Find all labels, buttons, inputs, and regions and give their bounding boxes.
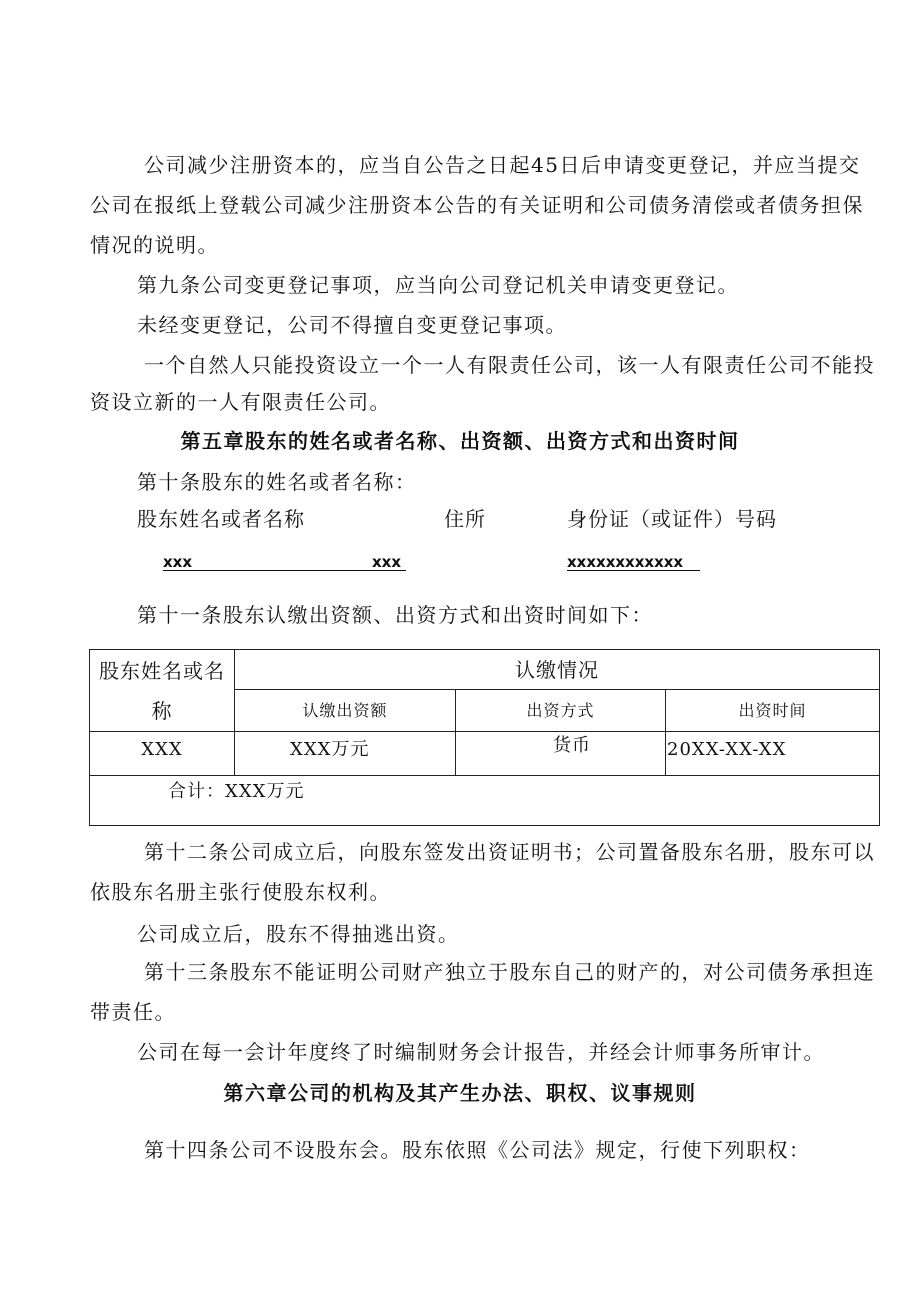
table-total: 合计：XXX万元 [90,776,880,826]
underline [163,570,406,571]
paragraph-line: 依股东名册主张行使股东权利。 [90,880,391,904]
chapter-heading: 第六章公司的机构及其产生办法、职权、议事规则 [223,1081,697,1105]
table-cell-time: 20XX-XX-XX [666,732,880,776]
table-header-shareholder-line2: 称 [151,698,173,723]
paragraph-line: 未经变更登记，公司不得擅自变更登记事项。 [137,313,567,337]
paragraph-line: 一个自然人只能投资设立一个一人有限责任公司，该一人有限责任公司不能投 [144,353,875,377]
chapter-heading: 第五章股东的姓名或者名称、出资额、出资方式和出资时间 [180,429,740,453]
table-header-method: 出资方式 [456,690,666,732]
paragraph-line: 公司成立后，股东不得抽逃出资。 [137,922,460,946]
paragraph-line: 公司在报纸上登载公司减少注册资本公告的有关证明和公司债务清偿或者债务担保 [90,193,864,217]
article-10: 第十条股东的姓名或者名称： [137,470,417,494]
table-row [90,732,880,776]
paragraph-line: 带责任。 [90,1000,176,1024]
underline [567,570,700,571]
table-cell-amount: XXX万元 [235,732,456,776]
contribution-table [89,649,880,826]
table-cell-method: 货币 [456,732,666,776]
shareholder-id-value: xxxxxxxxxxxx [567,553,684,571]
article-11: 第十一条股东认缴出资额、出资方式和出资时间如下： [137,603,653,627]
table-header-time: 出资时间 [666,690,880,732]
shareholder-address-value: xxx [372,553,402,571]
shareholder-id-header: 身份证（或证件）号码 [567,507,777,531]
table-header-amount: 认缴出资额 [235,690,456,732]
article-14: 第十四条公司不设股东会。股东依照《公司法》规定，行使下列职权： [144,1138,811,1162]
paragraph-line: 第十三条股东不能证明公司财产独立于股东自己的财产的，对公司债务承担连 [144,960,875,984]
table-header-shareholder [90,650,235,732]
shareholder-name-header: 股东姓名或者名称 [137,507,305,531]
paragraph-line: 第九条公司变更登记事项，应当向公司登记机关申请变更登记。 [137,273,739,297]
paragraph-line: 资设立新的一人有限责任公司。 [90,390,391,414]
table-cell-name: XXX [90,732,235,776]
table-header-shareholder-line1: 股东姓名或名 [99,658,225,683]
paragraph-line: 第十二条公司成立后，向股东签发出资证明书；公司置备股东名册，股东可以 [144,840,875,864]
table-header-subscription: 认缴情况 [235,650,880,690]
shareholder-name-value: xxx [163,553,193,571]
shareholder-address-header: 住所 [444,507,486,531]
paragraph-line: 公司在每一会计年度终了时编制财务会计报告，并经会计师事务所审计。 [137,1040,825,1064]
paragraph-line: 公司减少注册资本的，应当自公告之日起45日后申请变更登记，并应当提交 [144,153,861,177]
paragraph-line: 情况的说明。 [90,233,219,257]
